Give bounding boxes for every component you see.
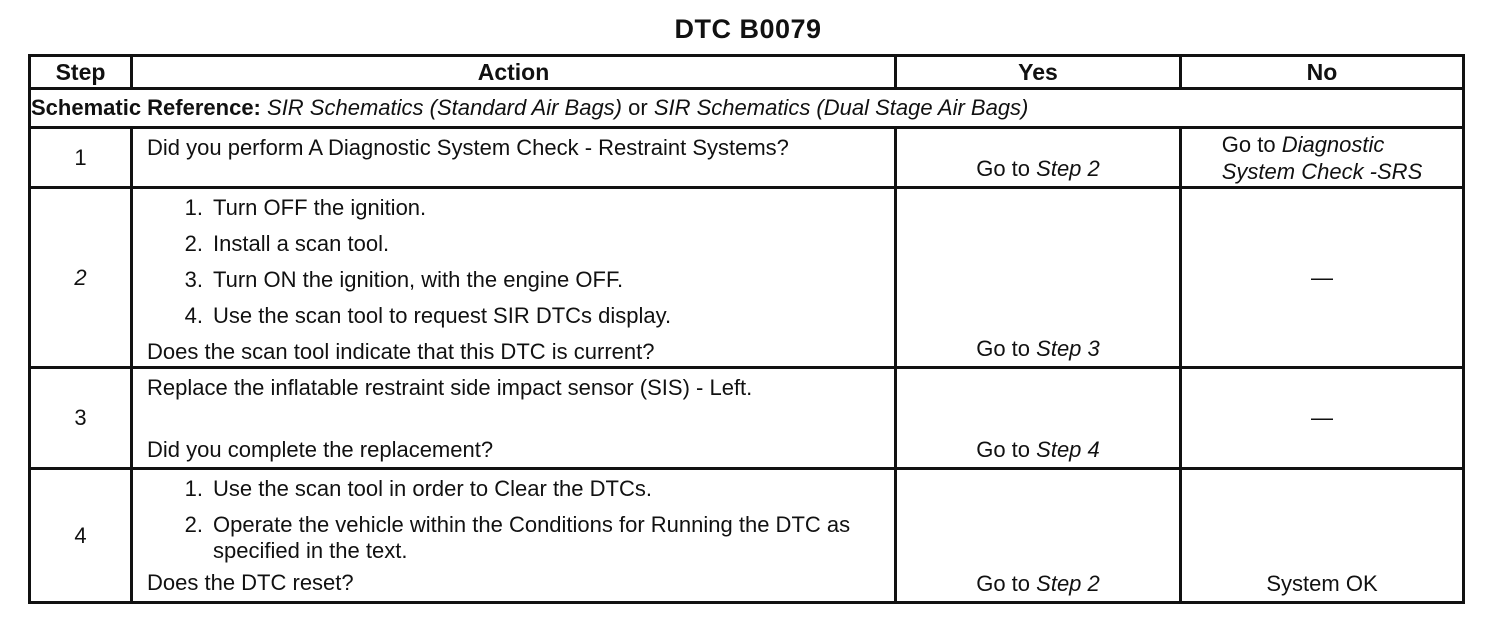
list-item: 3. Turn ON the ignition, with the engine OFF. xyxy=(184,267,624,292)
schematic-reference-label: Schematic Reference: xyxy=(31,95,261,120)
schematic-reference-row xyxy=(30,89,1464,128)
step-number: 2 xyxy=(30,188,132,368)
no-cell: — xyxy=(1181,188,1464,368)
list-item: 1. Turn OFF the ignition. xyxy=(184,195,427,220)
header-step: Step xyxy=(30,56,132,89)
action-cell xyxy=(132,188,896,368)
header-row xyxy=(30,56,1464,89)
step-number: 1 xyxy=(30,128,132,188)
step-number: 3 xyxy=(30,368,132,469)
action-cell xyxy=(132,128,896,188)
yes-cell xyxy=(896,469,1181,603)
schematic-connector: or xyxy=(628,95,648,120)
yes-cell xyxy=(896,188,1181,368)
no-cell xyxy=(1181,128,1464,188)
no-cell: System OK xyxy=(1181,469,1464,603)
dtc-table xyxy=(28,54,1465,604)
schematic-link-standard[interactable]: SIR Schematics (Standard Air Bags) xyxy=(267,95,623,120)
action-cell xyxy=(132,368,896,469)
yes-step-link[interactable]: Step 4 xyxy=(1036,437,1100,462)
action-cell xyxy=(132,469,896,603)
schematic-reference xyxy=(30,89,1464,128)
list-item: 4. Use the scan tool to request SIR DTCs display. xyxy=(184,303,672,328)
yes-cell xyxy=(896,368,1181,469)
header-no: No xyxy=(1181,56,1464,89)
yes-prefix: Go to xyxy=(976,156,1031,181)
step-number: 4 xyxy=(30,469,132,603)
page-title: DTC B0079 xyxy=(674,14,822,44)
yes-prefix: Go to xyxy=(976,437,1031,462)
no-prefix: Go to xyxy=(1221,131,1276,157)
action-question: Does the scan tool indicate that this DTC is current? xyxy=(147,339,655,364)
action-text: Did you perform A Diagnostic System Check - Restraint Systems? xyxy=(147,135,789,160)
yes-prefix: Go to xyxy=(976,571,1031,596)
no-link-system-check[interactable]: System Check -SRS xyxy=(1221,158,1423,184)
yes-step-link[interactable]: Step 3 xyxy=(1036,336,1100,361)
yes-cell xyxy=(896,128,1181,188)
list-item: 2. Operate the vehicle within the Conditions for Running the DTC as specified in the text. xyxy=(184,512,851,563)
table-row xyxy=(30,469,1464,603)
header-yes: Yes xyxy=(896,56,1181,89)
action-question: Does the DTC reset? xyxy=(147,570,354,595)
action-text: Replace the inflatable restraint side impact sensor (SIS) - Left. xyxy=(147,375,753,400)
table-row xyxy=(30,188,1464,368)
action-steps-list xyxy=(147,476,894,564)
yes-step-link[interactable]: Step 2 xyxy=(1036,156,1100,181)
yes-prefix: Go to xyxy=(976,336,1031,361)
no-link-diagnostic[interactable]: Diagnostic xyxy=(1281,131,1385,157)
list-item: 1. Use the scan tool in order to Clear the DTCs. xyxy=(184,476,652,501)
table-row xyxy=(30,368,1464,469)
schematic-link-dual-stage[interactable]: SIR Schematics (Dual Stage Air Bags) xyxy=(653,95,1029,120)
action-question: Did you complete the replacement? xyxy=(147,437,494,462)
header-action: Action xyxy=(132,56,896,89)
yes-step-link[interactable]: Step 2 xyxy=(1036,571,1100,596)
no-cell: — xyxy=(1181,368,1464,469)
list-item: 2. Install a scan tool. xyxy=(184,231,390,256)
table-row xyxy=(30,128,1464,188)
action-steps-list xyxy=(147,195,894,329)
